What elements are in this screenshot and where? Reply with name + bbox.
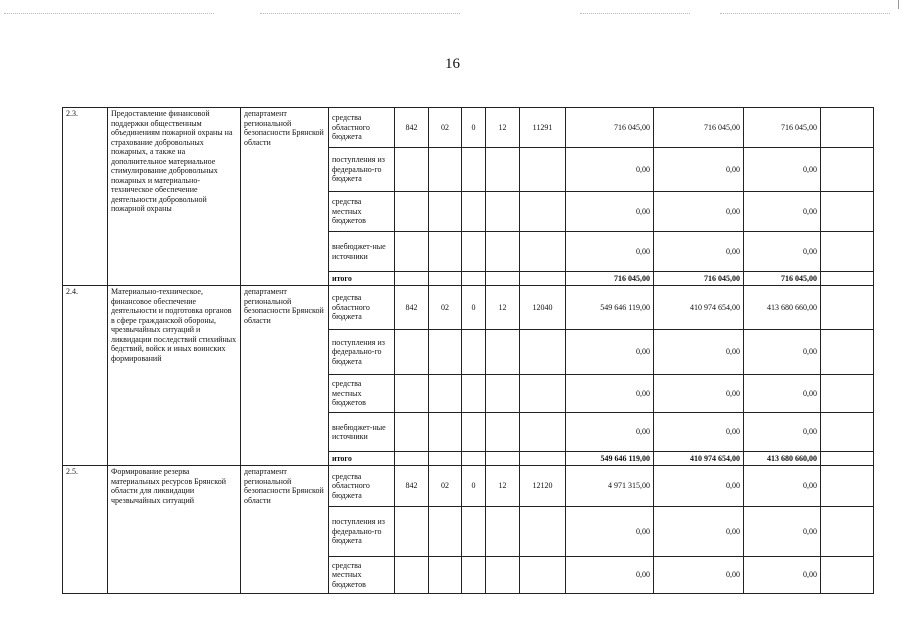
program-code-cell: 12 — [486, 286, 520, 330]
expense-code-cell — [520, 413, 566, 452]
amount-year1-cell: 4 971 315,00 — [566, 466, 654, 507]
funding-source-cell: внебюджет-ные источники — [329, 413, 395, 452]
funding-source-cell: поступления из федерально-го бюджета — [329, 330, 395, 375]
executor-cell: департамент региональной безопасности Брянской области — [241, 108, 329, 286]
section-code-cell — [429, 232, 462, 272]
grbs-code-cell: 842 — [395, 108, 429, 148]
empty-cell — [821, 108, 874, 148]
item-name: Формирование резерва материальных ресурсов Брянской области для ликвидации чрезвычайных ситуаций — [108, 466, 241, 594]
grbs-code-cell — [395, 375, 429, 413]
table-row — [63, 286, 874, 330]
amount-year2-cell: 0,00 — [654, 557, 744, 594]
expense-code-cell — [520, 192, 566, 232]
section-code-cell: 02 — [429, 108, 462, 148]
section-code-cell: 02 — [429, 286, 462, 330]
empty-cell — [821, 413, 874, 452]
expense-code-cell: 11291 — [520, 108, 566, 148]
grbs-code-cell — [395, 413, 429, 452]
empty-cell — [821, 557, 874, 594]
table-row — [63, 108, 874, 148]
grbs-code-cell — [395, 557, 429, 594]
budget-table — [62, 107, 874, 594]
expense-code-cell — [520, 557, 566, 594]
item-name: Предоставление финансовой поддержки общественным объединениям пожарной охраны на страхование добровольных пожарных, а также на дополнительное материальное стимулирование добровольных пожарных и материально-техническое обеспечение деятельности добровольной пожарной охраны — [108, 108, 241, 286]
amount-year3-cell: 413 680 660,00 — [744, 452, 821, 466]
amount-year1-cell: 0,00 — [566, 375, 654, 413]
program-code-cell — [486, 413, 520, 452]
funding-source-cell: поступления из федерально-го бюджета — [329, 148, 395, 192]
funding-source-cell: внебюджет-ные источники — [329, 232, 395, 272]
amount-year3-cell: 0,00 — [744, 466, 821, 507]
section-code-cell — [429, 192, 462, 232]
program-code-cell — [486, 272, 520, 286]
item-name: Материально-техническое, финансовое обеспечение деятельности и подготовка органов в сфере гражданской обороны, чрезвычайных ситуаций и ликвидации последствий стихийных бедствий, войск и иных воинских формирований — [108, 286, 241, 466]
item-number: 2.5. — [63, 466, 108, 594]
section-code-cell — [429, 272, 462, 286]
executor-cell: департамент региональной безопасности Брянской области — [241, 466, 329, 594]
empty-cell — [821, 286, 874, 330]
funding-source-cell: средства областного бюджета — [329, 286, 395, 330]
amount-year3-cell: 0,00 — [744, 507, 821, 557]
program-code-cell — [486, 557, 520, 594]
amount-year2-cell: 0,00 — [654, 413, 744, 452]
funding-source-cell: поступления из федерально-го бюджета — [329, 507, 395, 557]
amount-year3-cell: 0,00 — [744, 413, 821, 452]
section-code-cell — [429, 507, 462, 557]
executor-cell: департамент региональной безопасности Брянской области — [241, 286, 329, 466]
program-code-cell — [486, 232, 520, 272]
section-code-cell — [429, 413, 462, 452]
grbs-code-cell: 842 — [395, 286, 429, 330]
section-code-cell — [429, 375, 462, 413]
amount-year2-cell: 716 045,00 — [654, 272, 744, 286]
amount-year3-cell: 0,00 — [744, 192, 821, 232]
amount-year1-cell: 0,00 — [566, 507, 654, 557]
funding-source-cell: средства местных бюджетов — [329, 375, 395, 413]
scan-edge-mark — [898, 0, 899, 9]
amount-year3-cell: 0,00 — [744, 375, 821, 413]
subsection-code-cell — [462, 272, 486, 286]
scan-artifact — [720, 13, 890, 16]
amount-year1-cell: 716 045,00 — [566, 272, 654, 286]
amount-year3-cell: 716 045,00 — [744, 108, 821, 148]
empty-cell — [821, 272, 874, 286]
amount-year3-cell: 716 045,00 — [744, 272, 821, 286]
expense-code-cell — [520, 452, 566, 466]
empty-cell — [821, 192, 874, 232]
expense-code-cell — [520, 375, 566, 413]
program-code-cell — [486, 507, 520, 557]
expense-code-cell — [520, 232, 566, 272]
amount-year2-cell: 0,00 — [654, 507, 744, 557]
amount-year1-cell: 549 646 119,00 — [566, 286, 654, 330]
amount-year3-cell: 0,00 — [744, 232, 821, 272]
expense-code-cell — [520, 330, 566, 375]
grbs-code-cell — [395, 192, 429, 232]
empty-cell — [821, 232, 874, 272]
table-row — [63, 466, 874, 507]
subsection-code-cell — [462, 507, 486, 557]
amount-year1-cell: 0,00 — [566, 192, 654, 232]
amount-year3-cell: 0,00 — [744, 148, 821, 192]
funding-source-cell: средства областного бюджета — [329, 466, 395, 507]
amount-year1-cell: 0,00 — [566, 330, 654, 375]
amount-year2-cell: 0,00 — [654, 232, 744, 272]
program-code-cell: 12 — [486, 466, 520, 507]
expense-code-cell: 12120 — [520, 466, 566, 507]
program-code-cell — [486, 148, 520, 192]
subsection-code-cell — [462, 232, 486, 272]
subsection-code-cell — [462, 192, 486, 232]
subsection-code-cell: 0 — [462, 286, 486, 330]
amount-year2-cell: 0,00 — [654, 192, 744, 232]
page-number: 16 — [445, 56, 460, 72]
funding-source-cell: итого — [329, 272, 395, 286]
funding-source-cell: средства областного бюджета — [329, 108, 395, 148]
empty-cell — [821, 148, 874, 192]
grbs-code-cell: 842 — [395, 466, 429, 507]
scan-artifact — [260, 13, 460, 16]
amount-year1-cell: 0,00 — [566, 232, 654, 272]
grbs-code-cell — [395, 452, 429, 466]
empty-cell — [821, 330, 874, 375]
subsection-code-cell — [462, 375, 486, 413]
subsection-code-cell — [462, 452, 486, 466]
amount-year1-cell: 0,00 — [566, 557, 654, 594]
section-code-cell — [429, 557, 462, 594]
expense-code-cell — [520, 507, 566, 557]
amount-year3-cell: 0,00 — [744, 330, 821, 375]
empty-cell — [821, 507, 874, 557]
item-number: 2.3. — [63, 108, 108, 286]
subsection-code-cell — [462, 148, 486, 192]
amount-year2-cell: 0,00 — [654, 466, 744, 507]
amount-year1-cell: 0,00 — [566, 413, 654, 452]
amount-year1-cell: 549 646 119,00 — [566, 452, 654, 466]
grbs-code-cell — [395, 232, 429, 272]
amount-year2-cell: 0,00 — [654, 375, 744, 413]
empty-cell — [821, 452, 874, 466]
scan-artifact — [4, 13, 214, 16]
expense-code-cell — [520, 272, 566, 286]
expense-code-cell — [520, 148, 566, 192]
amount-year1-cell: 0,00 — [566, 148, 654, 192]
section-code-cell — [429, 452, 462, 466]
section-code-cell: 02 — [429, 466, 462, 507]
amount-year2-cell: 716 045,00 — [654, 108, 744, 148]
grbs-code-cell — [395, 148, 429, 192]
subsection-code-cell: 0 — [462, 108, 486, 148]
grbs-code-cell — [395, 507, 429, 557]
amount-year1-cell: 716 045,00 — [566, 108, 654, 148]
scan-artifact — [580, 13, 690, 16]
section-code-cell — [429, 330, 462, 375]
subsection-code-cell — [462, 413, 486, 452]
program-code-cell — [486, 452, 520, 466]
subsection-code-cell: 0 — [462, 466, 486, 507]
item-number: 2.4. — [63, 286, 108, 466]
expense-code-cell: 12040 — [520, 286, 566, 330]
empty-cell — [821, 375, 874, 413]
program-code-cell: 12 — [486, 108, 520, 148]
subsection-code-cell — [462, 557, 486, 594]
amount-year3-cell: 413 680 660,00 — [744, 286, 821, 330]
program-code-cell — [486, 375, 520, 413]
funding-source-cell: итого — [329, 452, 395, 466]
grbs-code-cell — [395, 272, 429, 286]
amount-year3-cell: 0,00 — [744, 557, 821, 594]
empty-cell — [821, 466, 874, 507]
program-code-cell — [486, 330, 520, 375]
grbs-code-cell — [395, 330, 429, 375]
amount-year2-cell: 410 974 654,00 — [654, 452, 744, 466]
funding-source-cell: средства местных бюджетов — [329, 192, 395, 232]
funding-source-cell: средства местных бюджетов — [329, 557, 395, 594]
amount-year2-cell: 0,00 — [654, 148, 744, 192]
amount-year2-cell: 410 974 654,00 — [654, 286, 744, 330]
subsection-code-cell — [462, 330, 486, 375]
section-code-cell — [429, 148, 462, 192]
amount-year2-cell: 0,00 — [654, 330, 744, 375]
program-code-cell — [486, 192, 520, 232]
